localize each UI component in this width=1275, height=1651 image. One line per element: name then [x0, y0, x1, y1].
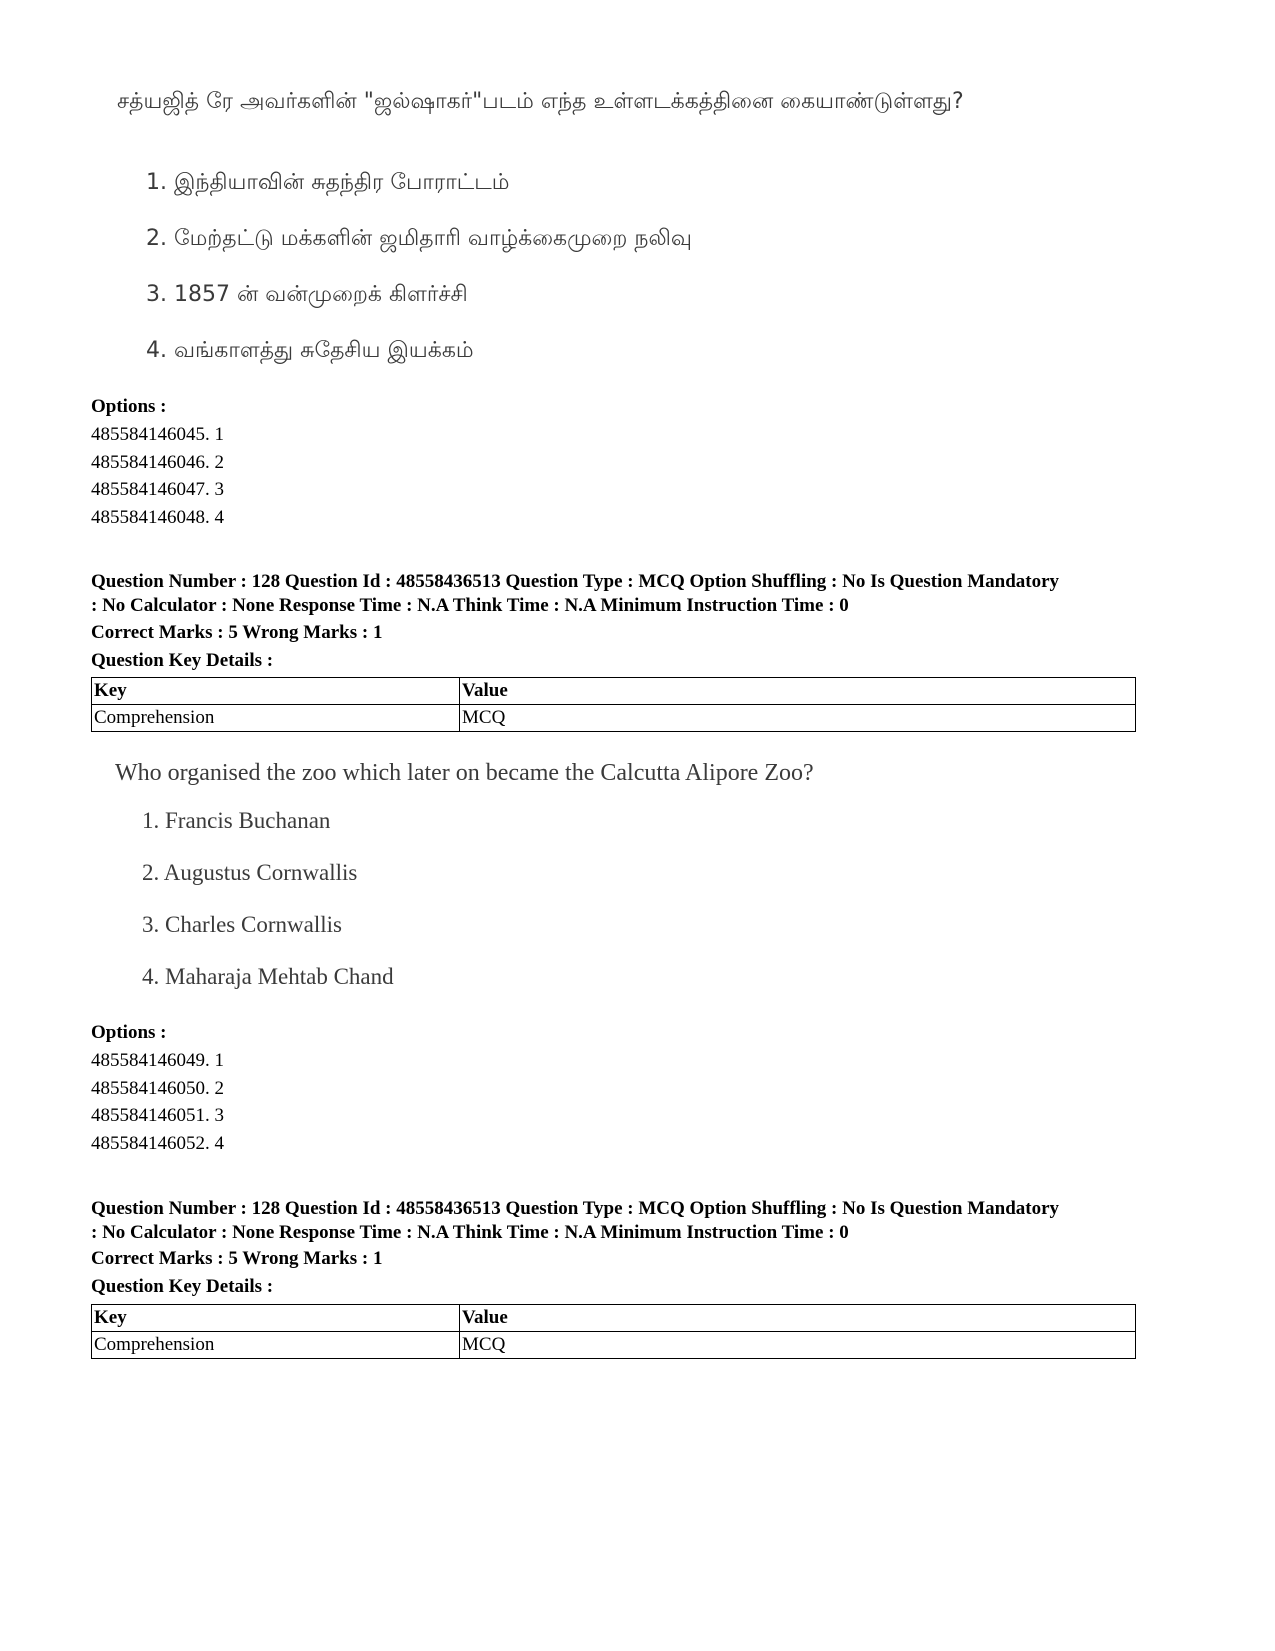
table-cell: Comprehension — [92, 1332, 460, 1359]
question-meta-line: Question Number : 128 Question Id : 48558436513 Question Type : MCQ Option Shuffling : No Is Question Mandatory — [91, 571, 1060, 592]
table-header-row — [92, 678, 1136, 705]
question-option: 4. Maharaja Mehtab Chand — [142, 964, 394, 989]
table-header-cell: Value — [460, 678, 1136, 705]
key-details-label: Question Key Details : — [91, 1276, 274, 1297]
question-option: 3. 1857 ன் வன்முறைக் கிளர்ச்சி — [146, 282, 468, 307]
question-meta-line: : No Calculator : None Response Time : N.A Think Time : N.A Minimum Instruction Time : 0 — [91, 595, 849, 616]
table-cell: MCQ — [460, 1332, 1136, 1359]
option-id: 485584146046. 2 — [91, 452, 224, 473]
table-row — [92, 705, 1136, 732]
question-meta — [91, 1197, 1191, 1245]
question-stem: Who organised the zoo which later on became the Calcutta Alipore Zoo? — [115, 760, 814, 786]
question-option: 1. Francis Buchanan — [142, 808, 331, 833]
option-id: 485584146047. 3 — [91, 479, 224, 500]
question-option: 3. Charles Cornwallis — [142, 912, 342, 937]
option-id: 485584146045. 1 — [91, 424, 224, 445]
question-meta-line: : No Calculator : None Response Time : N.A Think Time : N.A Minimum Instruction Time : 0 — [91, 1222, 849, 1243]
question-option: 2. மேற்தட்டு மக்களின் ஜமிதாரி வாழ்க்கைமுறை நலிவு — [146, 226, 692, 251]
option-id: 485584146048. 4 — [91, 507, 224, 528]
option-id: 485584146052. 4 — [91, 1133, 224, 1154]
table-cell: MCQ — [460, 705, 1136, 732]
option-id: 485584146049. 1 — [91, 1050, 224, 1071]
question-meta — [91, 570, 1191, 618]
key-details-table — [91, 1304, 1136, 1359]
table-header-cell: Value — [460, 1305, 1136, 1332]
marks-line: Correct Marks : 5 Wrong Marks : 1 — [91, 622, 383, 643]
question-option: 4. வங்காளத்து சுதேசிய இயக்கம் — [146, 338, 474, 363]
option-id: 485584146051. 3 — [91, 1105, 224, 1126]
question-stem: சத்யஜித் ரே அவர்களின் "ஜல்ஷாகர்"படம் எந்த உள்ளடக்கத்தினை கையாண்டுள்ளது? — [117, 89, 964, 114]
question-meta-line: Question Number : 128 Question Id : 48558436513 Question Type : MCQ Option Shuffling : No Is Question Mandatory — [91, 1198, 1060, 1219]
table-header-row — [92, 1305, 1136, 1332]
table-cell: Comprehension — [92, 705, 460, 732]
options-label: Options : — [91, 1022, 167, 1043]
table-header-cell: Key — [92, 1305, 460, 1332]
options-label: Options : — [91, 396, 167, 417]
question-option: 1. இந்தியாவின் சுதந்திர போராட்டம் — [146, 170, 510, 195]
table-header-cell: Key — [92, 678, 460, 705]
marks-line: Correct Marks : 5 Wrong Marks : 1 — [91, 1248, 383, 1269]
table-row — [92, 1332, 1136, 1359]
option-id: 485584146050. 2 — [91, 1078, 224, 1099]
question-option: 2. Augustus Cornwallis — [142, 860, 358, 885]
key-details-label: Question Key Details : — [91, 650, 274, 671]
key-details-table — [91, 677, 1136, 732]
